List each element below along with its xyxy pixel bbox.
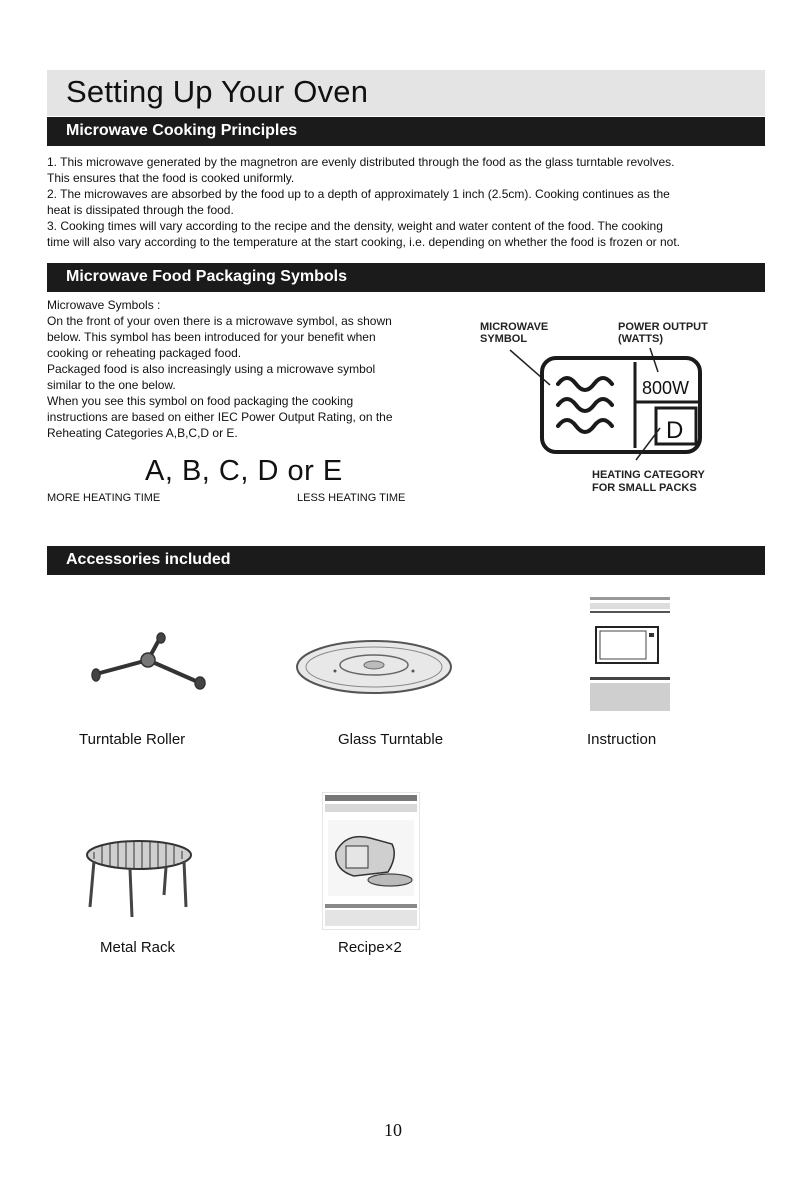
- diagram-label-power-1: POWER OUTPUT: [618, 321, 708, 333]
- packaging-line: below. This symbol has been introduced for your benefit when: [47, 330, 376, 344]
- less-heating-label: LESS HEATING TIME: [297, 492, 406, 504]
- turntable-roller-image: [88, 632, 212, 692]
- power-value: 800W: [642, 378, 690, 398]
- more-heating-label: MORE HEATING TIME: [47, 492, 161, 504]
- diagram-label-symbol-1: MICROWAVE: [480, 321, 549, 333]
- packaging-line: Reheating Categories A,B,C,D or E.: [47, 426, 238, 440]
- packaging-line: Packaged food is also increasingly using a microwave symbol: [47, 362, 376, 376]
- page-title: Setting Up Your Oven: [66, 74, 369, 109]
- principles-text: [47, 154, 767, 250]
- principles-line: 3. Cooking times will vary according to the recipe and the density, weight and water content of the food. The cooking: [47, 219, 663, 233]
- microwave-symbol-diagram: [460, 310, 750, 520]
- heating-categories: A, B, C, D or E: [145, 455, 343, 487]
- category-value: D: [666, 417, 684, 444]
- accessory-label-recipe: Recipe×2: [338, 939, 402, 956]
- packaging-line: On the front of your oven there is a microwave symbol, as shown: [47, 314, 392, 328]
- accessory-label-turntable: Glass Turntable: [338, 731, 444, 748]
- glass-turntable-image: [295, 637, 453, 697]
- section-title: Microwave Food Packaging Symbols: [66, 268, 347, 285]
- packaging-line: instructions are based on either IEC Power Output Rating, on the: [47, 410, 393, 424]
- microwave-waves-icon: [558, 378, 612, 432]
- diagram-label-symbol-2: SYMBOL: [480, 333, 528, 345]
- packaging-line: similar to the one below.: [47, 378, 176, 392]
- principles-line: time will also vary according to the temperature at the start cooking, i.e. depending on whether the food is frozen or not.: [47, 235, 681, 249]
- diagram-label-power-2: (WATTS): [618, 333, 664, 345]
- principles-line: 2. The microwaves are absorbed by the food up to a depth of approximately 1 inch (2.5cm). Cooking continues as the: [47, 187, 670, 201]
- recipe-book-image: [322, 792, 420, 930]
- packaging-line: cooking or reheating packaged food.: [47, 346, 242, 360]
- diagram-label-category-2: FOR SMALL PACKS: [592, 482, 697, 494]
- accessory-label-rack: Metal Rack: [100, 939, 176, 956]
- principles-line: heat is dissipated through the food.: [47, 203, 234, 217]
- section-header-principles: [47, 117, 765, 146]
- title-bar: [47, 70, 765, 116]
- instruction-manual-image: [588, 595, 672, 715]
- metal-rack-image: [80, 835, 198, 921]
- section-title: Microwave Cooking Principles: [66, 122, 298, 139]
- principles-line: 1. This microwave generated by the magnetron are evenly distributed through the food as the glass turntable revolves.: [47, 155, 675, 169]
- principles-line: This ensures that the food is cooked uniformly.: [47, 171, 295, 185]
- packaging-line: When you see this symbol on food packaging the cooking: [47, 394, 354, 408]
- accessory-label-roller: Turntable Roller: [79, 731, 186, 748]
- packaging-line: Microwave Symbols :: [47, 298, 161, 312]
- section-title: Accessories included: [66, 551, 231, 568]
- diagram-label-category-1: HEATING CATEGORY: [592, 469, 705, 481]
- packaging-text: [47, 297, 447, 441]
- page-number: 10: [384, 1120, 402, 1140]
- section-header-packaging: [47, 263, 765, 292]
- accessory-label-instruction: Instruction: [587, 731, 657, 748]
- section-header-accessories: [47, 546, 765, 575]
